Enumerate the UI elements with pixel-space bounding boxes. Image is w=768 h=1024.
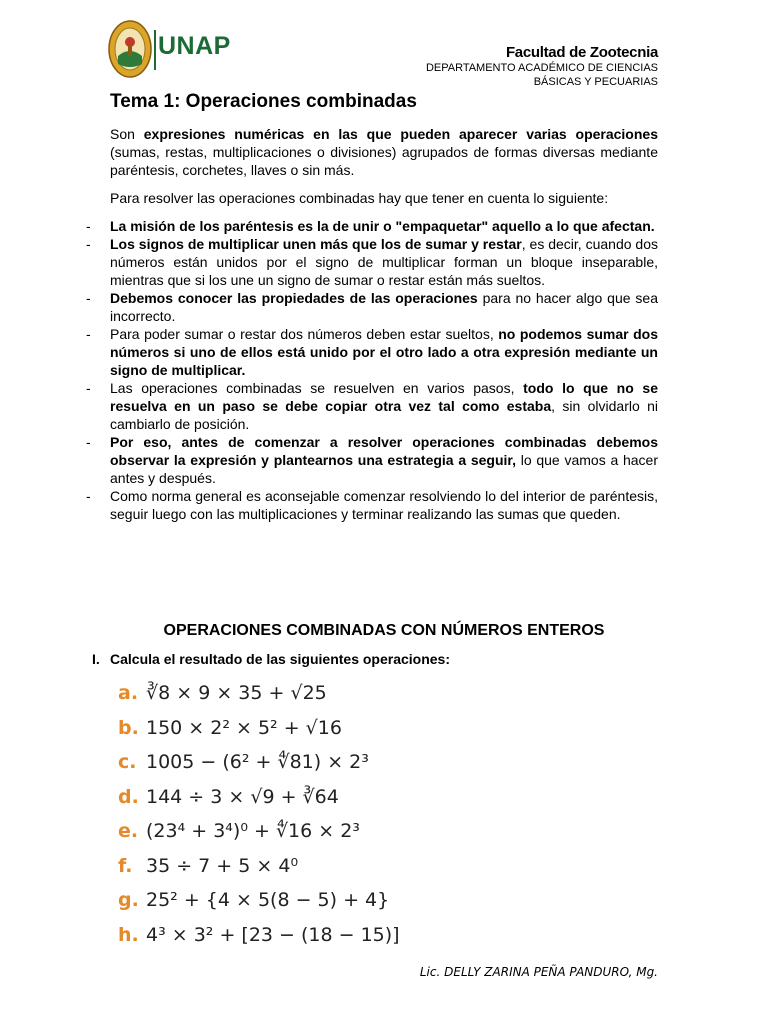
intro-text-rest: (sumas, restas, multiplicaciones o divisiones) agrupados de formas diversas mediante paréntesis, corchetes, llaves o sin más. <box>110 144 658 178</box>
exercise-expression: 4³ × 3² + [23 − (18 − 15)] <box>146 923 400 946</box>
logo-divider <box>154 30 156 70</box>
bullet-dash: - <box>86 326 91 342</box>
page-header <box>0 0 768 95</box>
exercise-label: c. <box>118 751 137 773</box>
exercise-d <box>118 780 678 815</box>
exercise-label: g. <box>118 889 139 911</box>
university-seal-icon <box>108 20 152 78</box>
exercise-b <box>118 711 678 746</box>
exercise-a <box>118 676 678 711</box>
exercise-list <box>118 676 678 952</box>
list-item <box>86 487 658 523</box>
exercise-label: a. <box>118 682 139 704</box>
section-title: OPERACIONES COMBINADAS CON NÚMEROS ENTEROS <box>163 622 605 639</box>
rule-text: , es decir, cuando dos números están unidos por el signo de multiplicar forman un bloque inseparable, mientras que si los une un signo de sumar o restar están más sueltos. <box>110 236 658 288</box>
rule-text: para no hacer algo que sea incorrecto. <box>110 290 658 324</box>
rule-text: , sin olvidarlo ni cambiarlo de posición. <box>110 398 658 432</box>
exercise-expression: 35 ÷ 7 + 5 × 4⁰ <box>146 854 299 877</box>
rule-text: La misión de los paréntesis es la de unir o "empaquetar" aquello a lo que afectan. <box>110 218 655 234</box>
exercise-h <box>118 918 678 953</box>
logo-text: UNAP <box>158 32 231 60</box>
document-body <box>86 125 658 523</box>
list-item <box>86 235 658 289</box>
bullet-dash: - <box>86 236 91 252</box>
exercise-f <box>118 849 678 884</box>
bullet-dash: - <box>86 434 91 450</box>
rule-text: Como norma general es aconsejable comenzar resolviendo lo del interior de paréntesis, seguir luego con las multiplicaciones y terminar realizando las sumas que queden. <box>110 488 658 522</box>
exercise-label: b. <box>118 716 139 739</box>
rule-bold-text: no podemos sumar dos números si uno de ellos está unido por el otro lado a otra expresión mediante un signo de multiplicar. <box>110 326 658 378</box>
rule-bold-text: Los signos de multiplicar unen más que los de sumar y restar <box>110 236 522 252</box>
exercise-label: e. <box>118 820 139 842</box>
exercise-label: h. <box>118 923 139 946</box>
exercise-expression: 25² + {4 × 5(8 − 5) + 4} <box>146 889 390 911</box>
exercise-expression: ∛8 × 9 × 35 + √25 <box>146 682 327 704</box>
intro-bold-text: expresiones numéricas en las que pueden aparecer varias operaciones <box>143 126 658 142</box>
rule-text: lo que vamos a hacer antes y después. <box>110 452 658 486</box>
exercise-g <box>118 883 678 918</box>
exercise-expression: 144 ÷ 3 × √9 + ∛64 <box>146 785 339 808</box>
exercise-expression: 1005 − (6² + ∜81) × 2³ <box>146 751 369 773</box>
exercise-label: d. <box>118 785 139 808</box>
page-title: Tema 1: Operaciones combinadas <box>110 91 417 112</box>
exercise-label: f. <box>118 854 133 877</box>
rules-list <box>86 217 658 523</box>
exercise-expression: 150 × 2² × 5² + √16 <box>146 716 342 739</box>
intro-paragraph <box>110 125 658 179</box>
department-line-2: BÁSICAS Y PECUARIAS <box>533 76 658 88</box>
department-line-1: DEPARTAMENTO ACADÉMICO DE CIENCIAS <box>425 62 658 74</box>
exercise-expression: (23⁴ + 3⁴)⁰ + ∜16 × 2³ <box>146 820 360 842</box>
exercise-c <box>118 745 678 780</box>
rule-bold-text: Debemos conocer las propiedades de las operaciones <box>110 290 478 306</box>
bullet-dash: - <box>86 290 91 306</box>
header-institution <box>426 44 658 89</box>
bullet-dash: - <box>86 218 91 234</box>
instructions-paragraph: Para resolver las operaciones combinadas hay que tener en cuenta lo siguiente: <box>110 190 609 206</box>
list-item <box>86 433 658 487</box>
rule-bold-text: Por eso, antes de comenzar a resolver operaciones combinadas debemos observar la expresión y plantearnos una estrategia a seguir, <box>110 434 658 468</box>
bullet-dash: - <box>86 488 91 504</box>
exercise-e <box>118 814 678 849</box>
rule-bold-text: todo lo que no se resuelva en un paso se debe copiar otra vez tal como estaba <box>110 380 658 414</box>
instruction-text: Calcula el resultado de las siguientes operaciones: <box>110 651 451 667</box>
instruction-number: I. <box>92 651 100 667</box>
author-footer: Lic. DELLY ZARINA PEÑA PANDURO, Mg. <box>419 965 658 979</box>
list-item <box>86 325 658 379</box>
intro-text: Son <box>110 126 144 142</box>
bullet-dash: - <box>86 380 91 396</box>
list-item <box>86 289 658 325</box>
list-item <box>86 217 658 235</box>
list-item <box>86 379 658 433</box>
rule-text: Las operaciones combinadas se resuelven en varios pasos, <box>110 380 524 396</box>
rule-text: Para poder sumar o restar dos números deben estar sueltos, <box>110 326 499 342</box>
exercise-instruction <box>92 651 450 667</box>
faculty-name: Facultad de Zootecnia <box>505 44 658 61</box>
